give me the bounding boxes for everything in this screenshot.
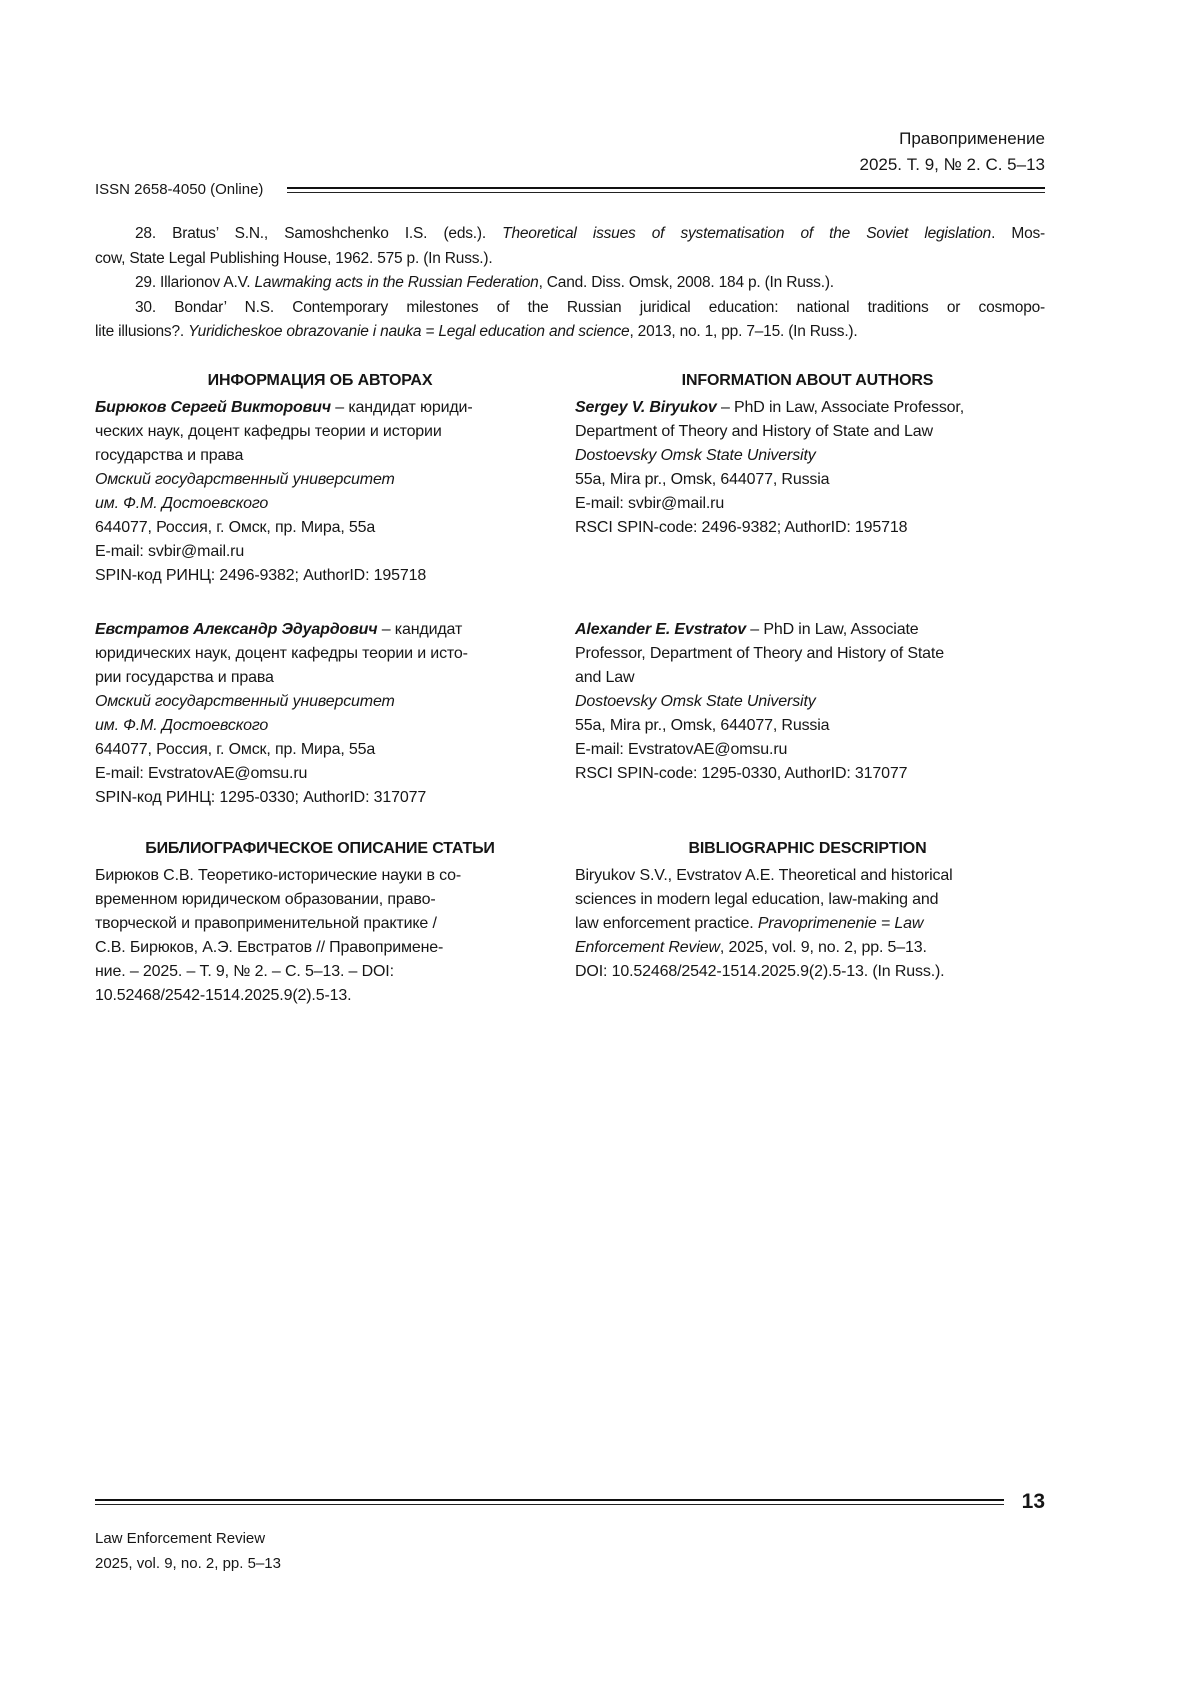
text-segment: cow, State Legal Publishing House, 1962. 575 p. (In Russ.). <box>95 249 493 267</box>
authors-heading-ru: ИНФОРМАЦИЯ ОБ АВТОРАХ <box>207 371 433 389</box>
text-segment: Enforcement Review <box>575 938 720 956</box>
text-segment: ние. – 2025. – Т. 9, № 2. – С. 5–13. – DOI: <box>95 962 394 980</box>
page-header <box>95 126 1045 198</box>
text-line <box>575 396 1040 420</box>
author-block-ru-evstratov <box>95 618 545 810</box>
text-segment: Dostoevsky Omsk State University <box>575 692 816 710</box>
text-segment: Lawmaking acts in the Russian Federation <box>254 274 539 291</box>
text-segment: . Mos- <box>991 225 1046 242</box>
text-line <box>95 516 545 540</box>
text-segment: творческой и правоприменительной практике / <box>95 914 437 932</box>
text-segment: Бирюков С.В. Теоретико-исторические науки в со- <box>95 866 462 884</box>
text-segment: Theoretical issues of systematisation of the Soviet legislation <box>502 225 992 242</box>
text-segment: 55a, Mira pr., Omsk, 644077, Russia <box>575 470 830 488</box>
text-segment: Alexander E. Evstratov <box>575 620 746 638</box>
text-segment: 55a, Mira pr., Omsk, 644077, Russia <box>575 716 830 734</box>
footer-rule-row <box>95 1490 1045 1514</box>
text-line <box>575 714 1040 738</box>
text-segment: SPIN-код РИНЦ: 1295-0330; AuthorID: 317077 <box>95 788 427 806</box>
journal-name-ru: Правоприменение <box>899 129 1045 148</box>
text-line <box>575 960 1040 984</box>
footer-meta <box>95 1526 1045 1576</box>
bib-description-en <box>575 864 1040 1008</box>
text-segment: временном юридическом образовании, право- <box>95 890 436 908</box>
issn-text: ISSN 2658-4050 (Online) <box>95 181 264 198</box>
text-segment: 28. Bratus’ S.N., Samoshchenko I.S. (eds.). <box>135 225 503 242</box>
text-segment: RSCI SPIN-code: 1295-0330, AuthorID: 317077 <box>575 764 908 782</box>
text-line <box>95 762 545 786</box>
text-segment: E-mail: EvstratovAE@omsu.ru <box>575 740 788 758</box>
text-line <box>95 564 545 588</box>
text-line <box>575 690 1040 714</box>
text-line <box>95 888 545 912</box>
text-line <box>95 666 545 690</box>
text-segment: SPIN-код РИНЦ: 2496-9382; AuthorID: 195718 <box>95 566 427 584</box>
text-line <box>95 960 545 984</box>
text-segment: 30. Bondar’ N.S. Contemporary milestones of the Russian juridical education: national traditions or cosmopo- <box>135 298 1045 316</box>
authors-info-section <box>95 369 1045 1008</box>
header-rule <box>287 187 1045 193</box>
text-segment: Sergey V. Biryukov <box>575 398 717 416</box>
text-line <box>575 936 1040 960</box>
text-line <box>95 912 545 936</box>
text-line <box>575 468 1040 492</box>
footer-issue-info: 2025, vol. 9, no. 2, pp. 5–13 <box>95 1555 281 1572</box>
text-line <box>575 888 1040 912</box>
references-section <box>95 222 1045 345</box>
text-line <box>95 420 545 444</box>
text-segment: law enforcement practice. <box>575 914 758 932</box>
text-segment: Dostoevsky Omsk State University <box>575 446 816 464</box>
text-line <box>575 912 1040 936</box>
text-segment: Омский государственный университет <box>95 470 395 488</box>
text-line <box>575 618 1040 642</box>
text-line <box>95 690 545 714</box>
text-segment: 644077, Россия, г. Омск, пр. Мира, 55а <box>95 518 376 536</box>
text-segment: and Law <box>575 668 635 686</box>
text-segment: С.В. Бирюков, А.Э. Евстратов // Правопримене- <box>95 938 444 956</box>
text-segment: E-mail: EvstratovAE@omsu.ru <box>95 764 308 782</box>
text-line <box>575 762 1040 786</box>
text-segment: , Cand. Diss. Omsk, 2008. 184 p. (In Russ.). <box>538 274 834 291</box>
text-line <box>95 936 545 960</box>
text-line <box>95 222 1045 247</box>
text-segment: sciences in modern legal education, law-making and <box>575 890 939 908</box>
text-segment: E-mail: svbir@mail.ru <box>575 494 725 512</box>
text-line <box>95 247 1045 272</box>
text-line <box>575 642 1040 666</box>
text-segment: E-mail: svbir@mail.ru <box>95 542 245 560</box>
text-segment: RSCI SPIN-code: 2496-9382; AuthorID: 195718 <box>575 518 908 536</box>
text-segment: 29. Illarionov A.V. <box>135 274 255 291</box>
text-segment: государства и права <box>95 446 244 464</box>
text-segment: им. Ф.М. Достоевского <box>95 716 269 734</box>
text-segment: ческих наук, доцент кафедры теории и истории <box>95 422 442 440</box>
text-line <box>95 296 1045 321</box>
text-segment: Евстратов Александр Эдуардович <box>95 620 378 638</box>
masthead <box>95 126 1045 178</box>
text-line <box>95 864 545 888</box>
text-line <box>95 444 545 468</box>
text-segment: – кандидат юриди- <box>330 398 473 416</box>
text-line <box>95 786 545 810</box>
text-segment: Department of Theory and History of State and Law <box>575 422 933 440</box>
author-block-ru-biryukov <box>95 396 545 588</box>
author-block-en-biryukov <box>575 396 1040 588</box>
text-line <box>575 492 1040 516</box>
text-segment: Бирюков Сергей Викторович <box>95 398 331 416</box>
text-segment: – PhD in Law, Associate <box>746 620 919 638</box>
text-line <box>95 642 545 666</box>
text-segment: DOI: 10.52468/2542-1514.2025.9(2).5-13. (In Russ.). <box>575 962 945 980</box>
reference-item-29 <box>95 271 1045 296</box>
reference-item-28 <box>95 222 1045 271</box>
text-line <box>95 271 1045 296</box>
bib-heading-en: BIBLIOGRAPHIC DESCRIPTION <box>688 839 927 857</box>
text-line <box>95 714 545 738</box>
journal-issue-ru: 2025. Т. 9, № 2. С. 5–13 <box>859 155 1045 174</box>
text-line <box>95 618 545 642</box>
text-line <box>95 984 545 1008</box>
text-segment: Biryukov S.V., Evstratov A.E. Theoretical and historical <box>575 866 953 884</box>
text-line <box>95 396 545 420</box>
author-block-en-evstratov <box>575 618 1040 810</box>
text-line <box>575 516 1040 540</box>
text-segment: юридических наук, доцент кафедры теории и исто- <box>95 644 468 662</box>
text-segment: Professor, Department of Theory and History of State <box>575 644 944 662</box>
issn-row <box>95 181 1045 198</box>
text-segment: Pravoprimenenie = Law <box>757 914 924 932</box>
text-segment: 10.52468/2542-1514.2025.9(2).5-13. <box>95 986 352 1004</box>
text-line <box>575 666 1040 690</box>
footer-journal-name: Law Enforcement Review <box>95 1530 266 1547</box>
authors-heading-en: INFORMATION ABOUT AUTHORS <box>681 371 934 389</box>
text-segment: Yuridicheskoe obrazovanie i nauka = Legal education and science <box>188 323 630 340</box>
reference-item-30 <box>95 296 1045 345</box>
text-segment: им. Ф.М. Достоевского <box>95 494 269 512</box>
text-segment: рии государства и права <box>95 668 274 686</box>
text-line <box>95 738 545 762</box>
text-segment: , 2013, no. 1, pp. 7–15. (In Russ.). <box>629 323 858 340</box>
text-line <box>575 444 1040 468</box>
page-number: 13 <box>1021 1490 1045 1513</box>
text-line <box>575 420 1040 444</box>
text-segment: , 2025, vol. 9, no. 2, pp. 5–13. <box>719 938 927 956</box>
text-line <box>575 864 1040 888</box>
footer-rule <box>95 1499 1004 1505</box>
text-line <box>95 540 545 564</box>
text-segment: – PhD in Law, Associate Professor, <box>716 398 965 416</box>
text-segment: – кандидат <box>377 620 463 638</box>
text-line <box>95 492 545 516</box>
text-line <box>95 468 545 492</box>
bib-description-ru <box>95 864 545 1008</box>
text-line <box>575 738 1040 762</box>
text-line <box>95 320 1045 345</box>
bib-heading-ru: БИБЛИОГРАФИЧЕСКОЕ ОПИСАНИЕ СТАТЬИ <box>145 839 495 857</box>
page-footer <box>95 1490 1045 1576</box>
text-segment: lite illusions?. <box>95 323 189 340</box>
text-segment: 644077, Россия, г. Омск, пр. Мира, 55а <box>95 740 376 758</box>
text-segment: Омский государственный университет <box>95 692 395 710</box>
